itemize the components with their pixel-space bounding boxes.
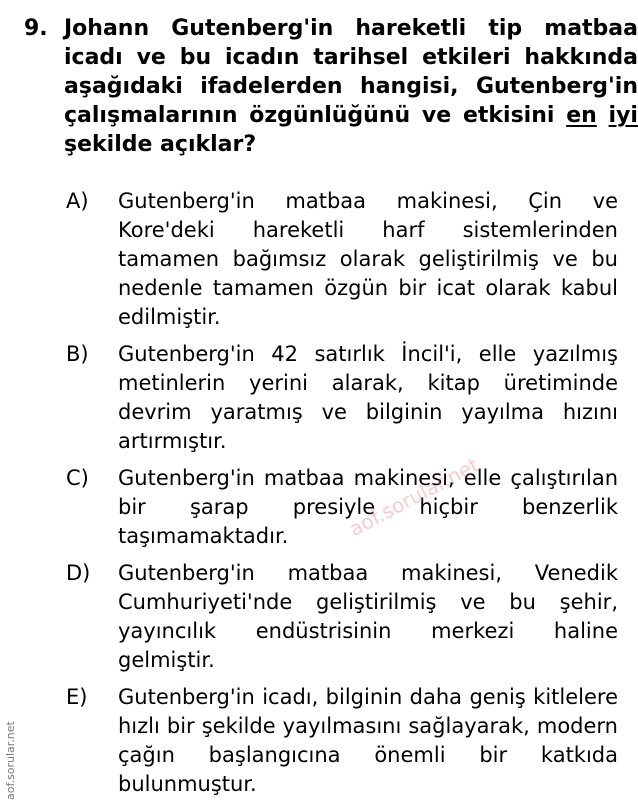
question-number: 9. [24,16,48,41]
option-b[interactable] [66,340,618,456]
option-c-letter: C) [66,466,89,490]
option-c-text: Gutenberg'in matbaa makinesi, elle çalıştırılan bir şarap presiyle hiçbir benzerlik taşımamaktadır. [118,466,618,548]
stem-emphasis-iyi: iyi [608,103,638,128]
watermark: aof.sorular.net [345,452,483,542]
stem-text-after: şekilde açıklar? [64,132,257,157]
stem-space [597,103,609,128]
option-e-text: Gutenberg'in icadı, bilginin daha geniş kitlelere hızlı bir şekilde yayılmasını sağlayarak, modern çağın başlangıcına önemli bir katkıda bulunmuştur. [118,685,618,796]
option-e[interactable] [66,683,618,799]
option-c[interactable] [66,464,618,551]
option-d-letter: D) [66,561,91,585]
side-watermark: aof.sorular.net [4,721,17,800]
question-stem [64,14,638,159]
option-a-text: Gutenberg'in matbaa makinesi, Çin ve Kore'deki hareketli harf sistemlerinden tamamen bağımsız olarak geliştirilmiş ve bu nedenle tamamen özgün bir icat olarak kabul edilmiştir. [118,189,618,329]
option-e-letter: E) [66,685,88,709]
option-a-letter: A) [66,189,89,213]
stem-text-before: Johann Gutenberg'in hareketli tip matbaa icadı ve bu icadın tarihsel etkileri hakkında aşağıdaki ifadelerden hangisi, Gutenberg'in çalışmalarının özgünlüğünü ve etkisini [64,16,638,128]
stem-emphasis-en: en [566,103,597,128]
option-d[interactable] [66,559,618,675]
option-b-letter: B) [66,342,89,366]
option-d-text: Gutenberg'in matbaa makinesi, Venedik Cumhuriyeti'nde geliştirilmiş ve bu şehir, yayıncılık endüstrisinin merkezi haline gelmiştir. [118,561,618,672]
answer-options [66,187,618,807]
option-a[interactable] [66,187,618,332]
option-b-text: Gutenberg'in 42 satırlık İncil'i, elle yazılmış metinlerin yerini alarak, kitap üretiminde devrim yaratmış ve bilginin yayılma hızını artırmıştır. [118,342,618,453]
